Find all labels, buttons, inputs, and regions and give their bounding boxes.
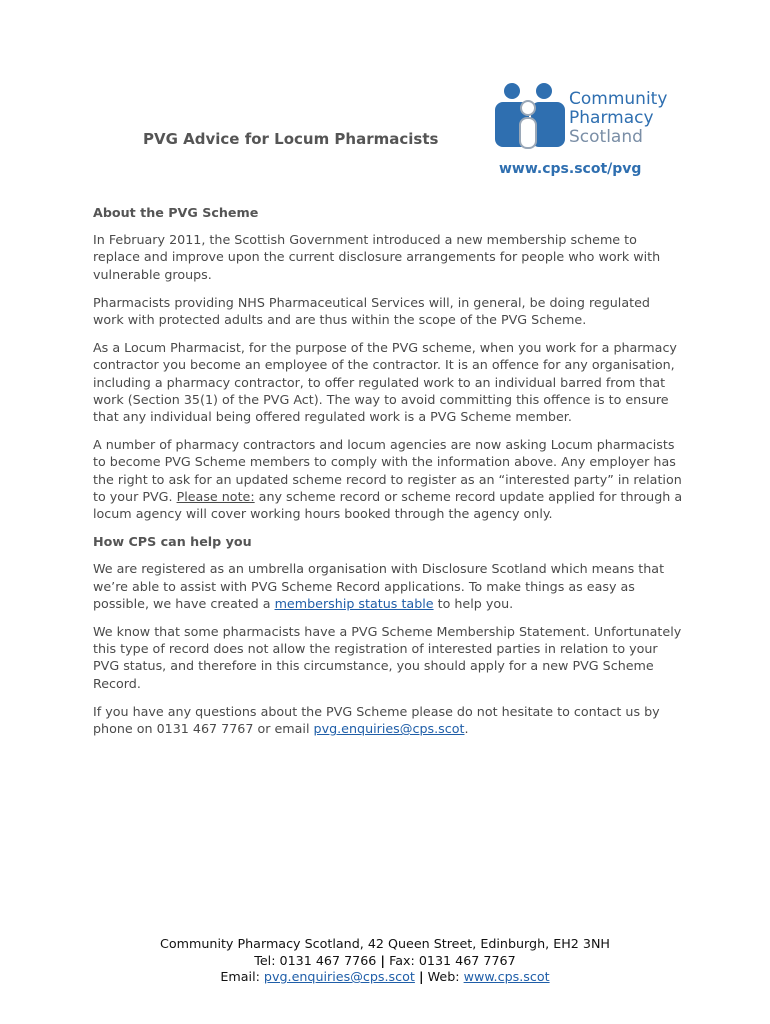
footer-fax: Fax: 0131 467 7767 <box>389 952 516 968</box>
header-web-link[interactable]: www.cps.scot/pvg <box>499 161 642 177</box>
paragraph: Pharmacists providing NHS Pharmaceutical Services will, in general, be doing regulated work with protected adults and are thus within the scope of the PVG Scheme. <box>93 294 650 328</box>
page-title: PVG Advice for Locum Pharmacists <box>143 130 439 148</box>
paragraph-text: to help you. <box>433 595 514 611</box>
cps-logo <box>494 82 694 150</box>
logo-word-scotland: Scotland <box>569 127 643 147</box>
please-note-label: Please note: <box>176 488 255 504</box>
footer-email-link[interactable]: pvg.enquiries@cps.scot <box>263 969 415 984</box>
paragraph-text: We are registered as an umbrella organisation with Disclosure Scotland which means that we’re able to assist with PVG Scheme Record applications. To make things as easy as possible, we have created a <box>93 561 665 611</box>
paragraph: As a Locum Pharmacist, for the purpose of the PVG scheme, when you work for a pharmacy contractor you become an employee of the contractor. It is an offence for any organisation, including a pharmacy contractor, to offer regulated work to an individual barred from that work (Section 35(1) of the PVG Act). The way to avoid committing this offence is to ensure that any individual being offered regulated work is a PVG Scheme member. <box>93 340 677 425</box>
logo-wordmark <box>569 90 667 147</box>
logo-figures-icon <box>494 82 566 150</box>
logo-word-pharmacy: Pharmacy <box>569 108 654 128</box>
document-body <box>93 204 683 748</box>
section-heading-about: About the PVG Scheme <box>93 205 259 220</box>
paragraph <box>93 560 683 612</box>
membership-status-table-link[interactable]: membership status table <box>274 595 434 611</box>
paragraph <box>93 703 683 737</box>
paragraph-text: . <box>464 721 469 737</box>
footer-email-label: Email: <box>220 969 264 984</box>
footer-tel: Tel: 0131 467 7766 <box>254 952 377 968</box>
paragraph-text: any scheme record or scheme record update applied for through a locum agency will cover working hours booked through the agency only. <box>93 488 683 522</box>
paragraph <box>93 436 683 522</box>
email-link[interactable]: pvg.enquiries@cps.scot <box>313 721 465 737</box>
footer-contact-line <box>0 969 770 986</box>
logo-word-community: Community <box>569 89 668 109</box>
paragraph-text: A number of pharmacy contractors and locum agencies are now asking Locum pharmacists to become PVG Scheme members to comply with the information above. Any employer has the right to ask for an updated scheme record to register as an “interested party” in relation to your PVG. <box>93 437 682 504</box>
footer-address: Community Pharmacy Scotland, 42 Queen Street, Edinburgh, EH2 3NH <box>160 936 610 951</box>
footer <box>0 936 770 986</box>
footer-separator: | <box>380 952 386 968</box>
paragraph-text: If you have any questions about the PVG Scheme please do not hesitate to contact us by phone on 0131 467 7767 or email <box>93 703 660 737</box>
footer-web-link[interactable]: www.cps.scot <box>463 969 550 984</box>
footer-web-label: Web: <box>427 969 464 984</box>
footer-phone-line <box>0 953 770 970</box>
paragraph: We know that some pharmacists have a PVG Scheme Membership Statement. Unfortunately this type of record does not allow the registration of interested parties in relation to your PVG status, and therefore in this circumstance, you should apply for a new PVG Scheme Record. <box>93 624 682 691</box>
section-heading-help: How CPS can help you <box>93 534 252 550</box>
footer-separator: | <box>418 969 424 984</box>
paragraph: In February 2011, the Scottish Government introduced a new membership scheme to replace and improve upon the current disclosure arrangements for people who work with vulnerable groups. <box>93 232 661 282</box>
